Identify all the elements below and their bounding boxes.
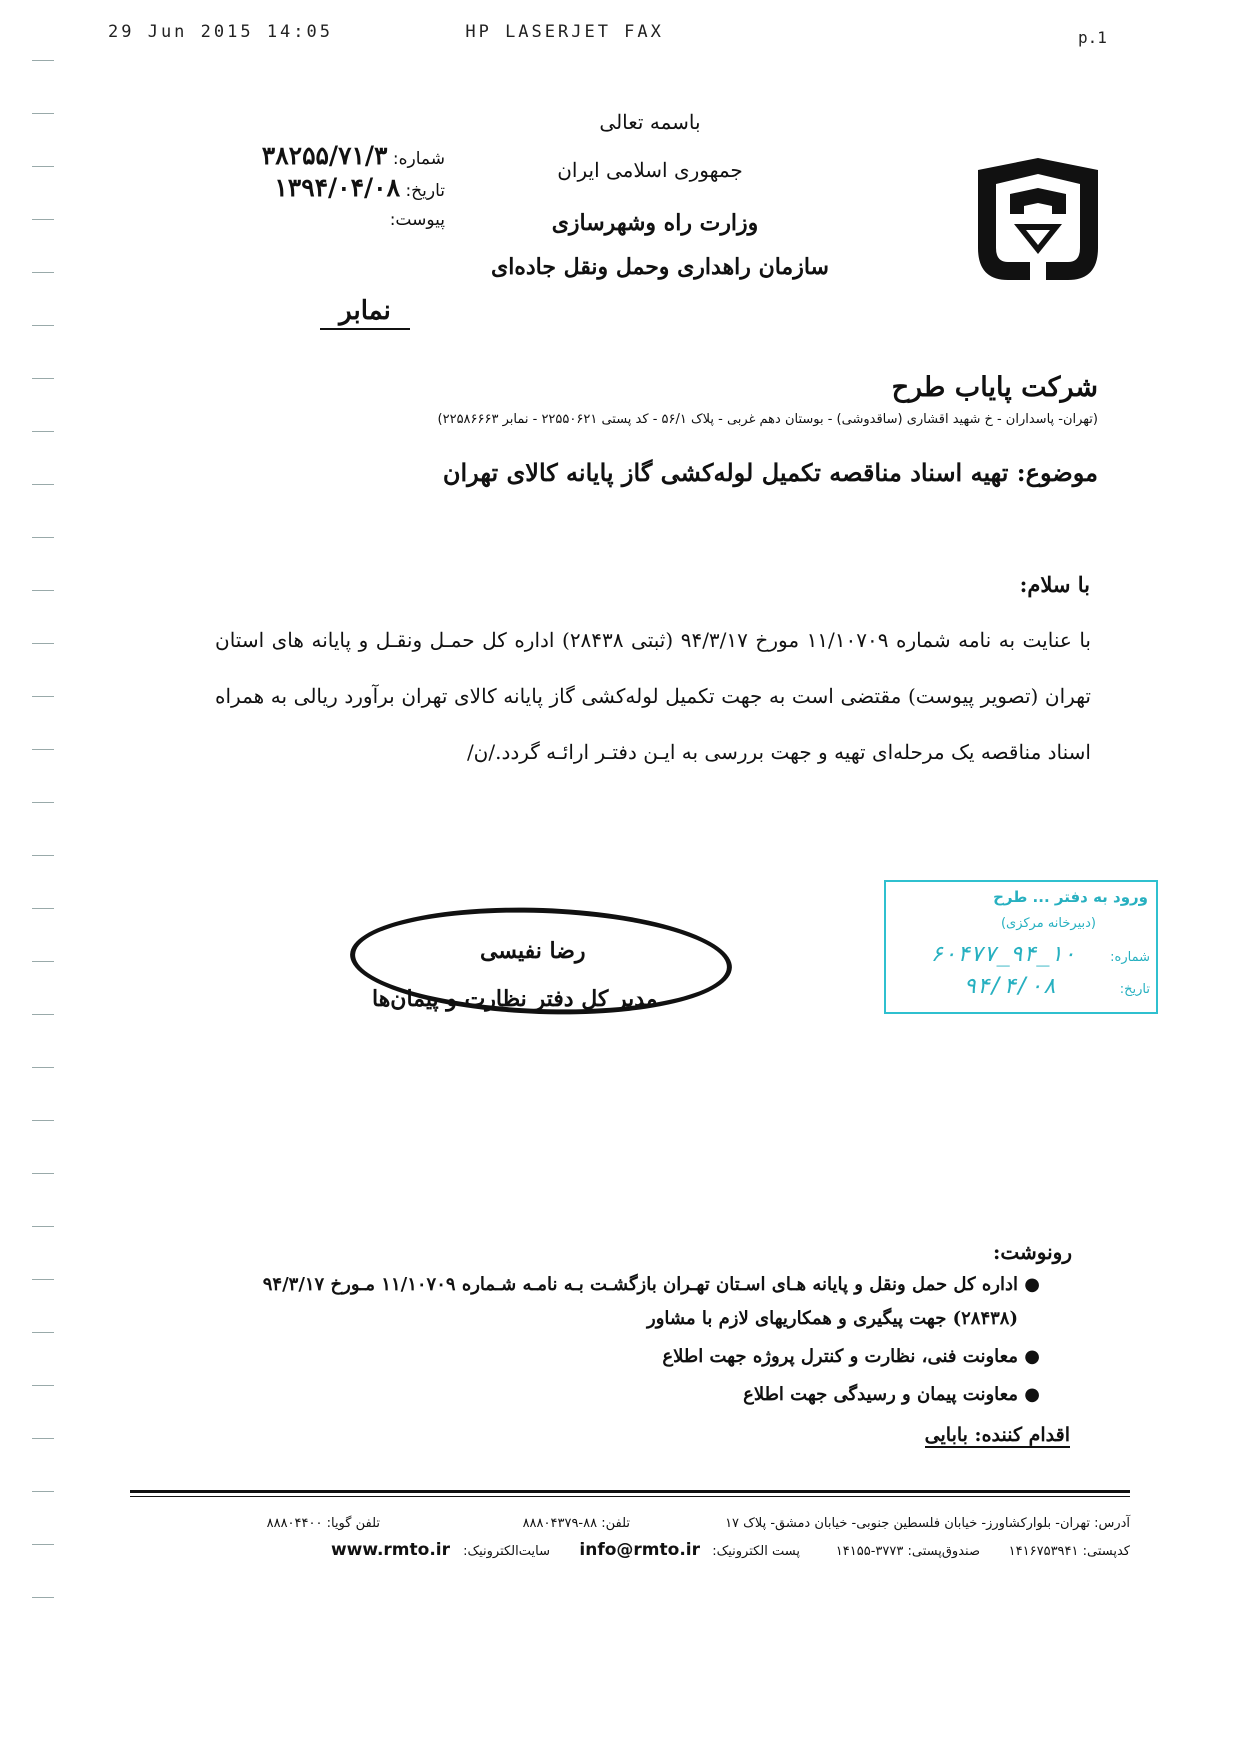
cc-list xyxy=(200,1268,1040,1412)
scan-tick xyxy=(32,855,54,856)
fax-timestamp-text: 29 Jun 2015 14:05 xyxy=(108,22,333,42)
cc-item-text: معاونت فنی، نظارت و کنترل پروژه جهت اطلاع xyxy=(662,1346,1018,1367)
scan-tick xyxy=(32,908,54,909)
scan-tick xyxy=(32,802,54,803)
letter-subject: موضوع: تهیه اسناد مناقصه تکمیل لوله‌کشی گاز پایانه کالای تهران xyxy=(442,458,1098,487)
footer-phone: تلفن: ۸۸-۸۸۸۰۴۳۷۹ xyxy=(522,1516,630,1531)
scan-tick xyxy=(32,1332,54,1333)
footer-rule-thin xyxy=(130,1496,1130,1497)
fax-page-number: p.1 xyxy=(1078,28,1107,47)
action-by: اقدام کننده: بابایی xyxy=(924,1424,1070,1446)
greeting: با سلام: xyxy=(1019,572,1090,597)
scan-tick xyxy=(32,1438,54,1439)
scan-tick xyxy=(32,1120,54,1121)
footer-voice-phone: تلفن گویا: ۸۸۸۰۴۴۰۰ xyxy=(266,1516,380,1531)
scan-tick xyxy=(32,378,54,379)
scan-tick xyxy=(32,113,54,114)
letter-date-label: تاریخ: xyxy=(405,181,445,201)
scan-tick xyxy=(32,60,54,61)
footer-website-label: سایت‌الکترونیک: xyxy=(463,1544,550,1559)
scan-tick xyxy=(32,1544,54,1545)
scan-tick xyxy=(32,484,54,485)
scan-tick xyxy=(32,166,54,167)
scan-tick xyxy=(32,272,54,273)
cc-item xyxy=(200,1378,1040,1412)
organization-name: سازمان راهداری وحمل ونقل جاده‌ای xyxy=(491,254,829,280)
scan-tick xyxy=(32,537,54,538)
bullet-icon: ● xyxy=(1024,1384,1040,1405)
scan-tick xyxy=(32,1597,54,1598)
stamp-date-label: تاریخ: xyxy=(1119,982,1150,997)
scan-tick xyxy=(32,749,54,750)
scan-tick xyxy=(32,1014,54,1015)
letter-date: ۱۳۹۴/۰۴/۰۸ xyxy=(274,173,401,202)
stamp-date: ۹۴/۴/۰۸ xyxy=(963,974,1056,999)
bullet-icon: ● xyxy=(1024,1346,1040,1367)
letter-number: ۳۸۲۵۵/۷۱/۳ xyxy=(261,141,388,170)
footer-po-box: صندوق‌پستی: ۳۷۷۳-۱۴۱۵۵ xyxy=(835,1544,980,1559)
scan-tick xyxy=(32,1173,54,1174)
scan-tick xyxy=(32,325,54,326)
footer-row-2 xyxy=(130,1540,1130,1568)
document-type: نمابر xyxy=(320,296,410,330)
stamp-number: ۱۰_۹۴_۶۰۴۷۷ xyxy=(930,942,1076,967)
scan-tick xyxy=(32,1491,54,1492)
country-name: جمهوری اسلامی ایران xyxy=(557,158,743,182)
attachment-row xyxy=(235,204,445,236)
letter-number-label: شماره: xyxy=(392,149,445,169)
scan-tick xyxy=(32,1279,54,1280)
cc-item-text: معاونت پیمان و رسیدگی جهت اطلاع xyxy=(743,1384,1018,1405)
scan-tick xyxy=(32,1385,54,1386)
stamp-subtitle: (دبیرخانه مرکزی) xyxy=(1000,916,1096,931)
footer-postal-code: کدپستی: ۱۴۱۶۷۵۳۹۴۱ xyxy=(1008,1544,1130,1559)
cc-item xyxy=(200,1268,1040,1336)
signatory-name: رضا نفیسی xyxy=(480,938,586,964)
scan-tick xyxy=(32,219,54,220)
letter-meta xyxy=(235,140,445,236)
bullet-icon: ● xyxy=(1024,1274,1040,1295)
cc-heading: رونوشت: xyxy=(993,1240,1072,1264)
signatory-title: مدیر کل دفتر نظارت و پیمان‌ها xyxy=(372,986,658,1012)
ministry-name: وزارت راه وشهرسازی xyxy=(551,210,759,236)
footer-rule xyxy=(130,1490,1130,1493)
scan-tick xyxy=(32,1067,54,1068)
letter-date-row xyxy=(235,172,445,204)
footer-row-1 xyxy=(130,1512,1130,1540)
cc-item xyxy=(200,1340,1040,1374)
attachment-label: پیوست: xyxy=(389,210,445,230)
cc-item-text: اداره کل حمل ونقل و پایانه هـای اسـتان تهـران بازگشـت بـه نامـه شـماره ۱۱/۱۰۷۰۹ مـورخ ۹۴/۳/۱۷ (۲۸۴۳۸) جهت پیگیری و همکاریهای لازم با مشاور xyxy=(262,1274,1018,1329)
recipient-address: (تهران- پاسداران - خ شهید اقشاری (ساقدوشی) - بوستان دهم غربی - پلاک ۵۶/۱ - کد پستی ۲۲۵۵۰۶۲۱ - نمابر ۲۲۵۸۶۶۶۳) xyxy=(437,412,1098,427)
footer-website: www.rmto.ir xyxy=(330,1540,450,1560)
stamp-number-label: شماره: xyxy=(1110,950,1150,965)
fax-timestamp xyxy=(108,22,664,42)
letter-body: با عنایت به نامه شماره ۱۱/۱۰۷۰۹ مورخ ۹۴/۳/۱۷ (ثبتی ۲۸۴۳۸) اداره کل حمـل ونقـل و پایانه های استان تهران (تصویر پیوست) مقتضی است به جهت تکمیل لوله‌کشی گاز پایانه کالای تهران برآورد ریالی به همراه اسناد مناقصه یک مرحله‌ای تهیه و جهت بررسی به ایـن دفتـر ارائـه گردد./ن/ xyxy=(215,628,1091,764)
scan-tick xyxy=(32,643,54,644)
stamp-title: ورود به دفتر ... طرح xyxy=(993,888,1148,906)
scan-tick xyxy=(32,590,54,591)
recipient-name: شرکت پایاب طرح xyxy=(891,372,1098,403)
scan-edge-marks xyxy=(32,60,60,1660)
footer xyxy=(130,1512,1130,1568)
invocation: باسمه تعالی xyxy=(599,110,701,134)
fax-device: HP LASERJET FAX xyxy=(465,22,664,42)
footer-address: آدرس: تهران- بلوارکشاورز- خیابان فلسطین جنوبی- خیابان دمشق- پلاک ۱۷ xyxy=(725,1516,1130,1531)
registration-stamp xyxy=(884,880,1158,1014)
rmto-logo xyxy=(968,150,1108,290)
footer-email: info@rmto.ir xyxy=(579,1540,700,1560)
letter-number-row xyxy=(235,140,445,172)
scan-tick xyxy=(32,961,54,962)
footer-email-label: پست الکترونیک: xyxy=(712,1544,800,1559)
scan-tick xyxy=(32,431,54,432)
scan-tick xyxy=(32,696,54,697)
scan-tick xyxy=(32,1226,54,1227)
